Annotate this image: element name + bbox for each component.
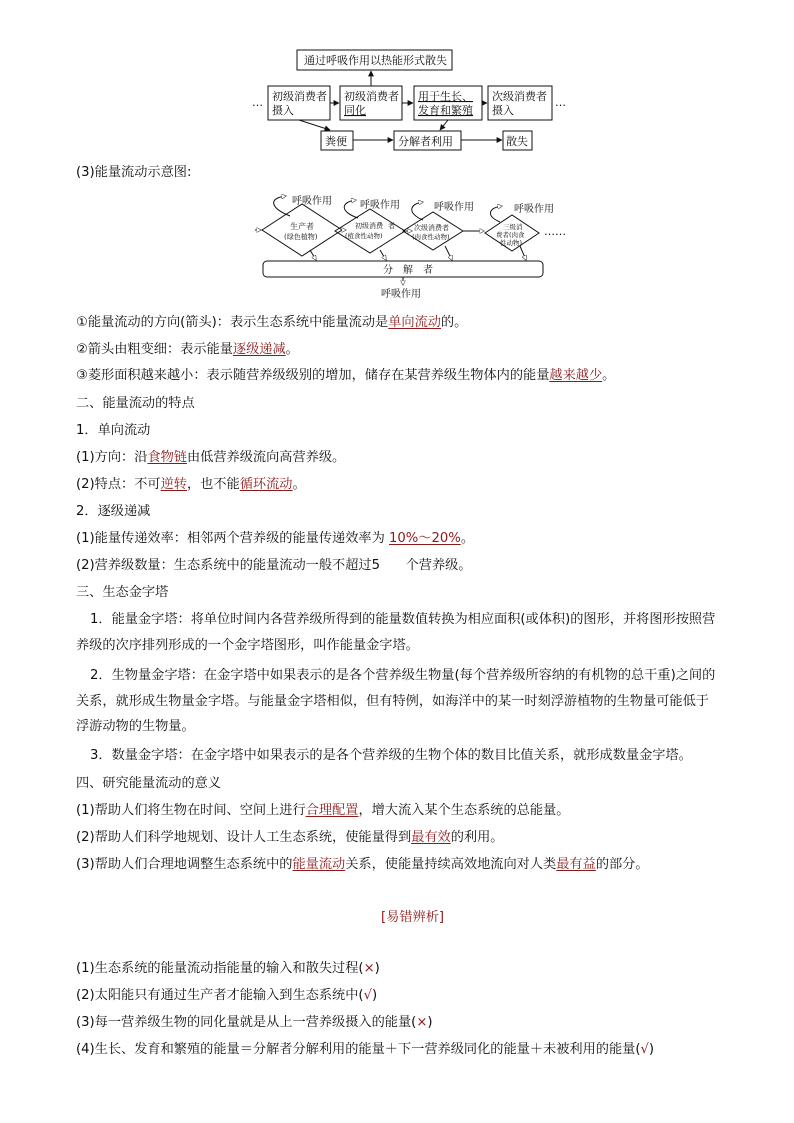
primary-label-1: 初级消费 — [355, 222, 383, 230]
para-number-pyramid: 3．数量金字塔：在金字塔中如果表示的是各个营养级的生物个体的数目比值关系，就形成数量金字塔。 — [90, 748, 692, 763]
section-3-title: (3)能量流动示意图: — [76, 165, 192, 180]
point-6: (1)能量传递效率：相邻两个营养级的能量传递效率为 10%～20%。 — [76, 531, 474, 546]
next-label-1: 次级消费者 — [492, 90, 547, 103]
point-13: (3)帮助人们合理地调整生态系统中的能量流动关系，使能量持续高效地流向对人类最有益的部分。 — [76, 857, 649, 872]
energy-flow-diagram — [0, 188, 794, 328]
resp-4: 呼吸作用 — [514, 204, 554, 215]
heading-2: 二、能量流动的特点 — [76, 396, 195, 411]
heading-3: 三、生态金字塔 — [76, 585, 169, 600]
point-11: (1)帮助人们将生物在时间、空间上进行合理配置，增大流入某个生态系统的总能量。 — [76, 803, 570, 818]
point-3: ③菱形面积越来越小：表示随营养级级别的增加，储存在某营养级生物体内的能量越来越少。 — [76, 368, 616, 383]
para-energy-pyramid: 1．能量金字塔：将单位时间内各营养级所得到的能量数值转换为相应面积(或体积)的图形，并将图形按照营养级的次序排列形成的一个金字塔图形，叫作能量金字塔。 — [76, 612, 716, 653]
resp-2: 呼吸作用 — [360, 200, 400, 211]
point-2: ②箭头由粗变细：表示能量逐级递减。 — [76, 342, 299, 357]
producer-label-2: (绿色植物) — [284, 233, 318, 241]
bottom-resp: 呼吸作用 — [381, 289, 421, 300]
growth-label-2: 发育和繁殖 — [418, 104, 473, 117]
producer-label-1: 生产者 — [290, 222, 314, 231]
dots-right: … — [555, 96, 566, 109]
primary-label-2: 者 — [388, 222, 395, 230]
primary-label-3: (植食性动物) — [345, 232, 383, 240]
intake-label-2: 摄入 — [272, 104, 294, 117]
question-4: (4)生长、发育和繁殖的能量＝分解者分解利用的能量＋下一营养级同化的能量＋未被利用的能量(√) — [76, 1042, 655, 1057]
heading-4: 四、研究能量流动的意义 — [76, 776, 222, 791]
loss-label: 散失 — [506, 135, 528, 148]
tertiary-label-1: 三级消 — [503, 223, 523, 231]
assim-label-2: 同化 — [344, 104, 366, 117]
decomposer-label: 分解者利用 — [398, 135, 453, 148]
heading-2-2: 2．逐级递减 — [76, 504, 151, 519]
para-biomass-pyramid: 2．生物量金字塔：在金字塔中如果表示的是各个营养级生物量(每个营养级所容纳的有机物的总干重)之间的关系，就形成生物量金字塔。与能量金字塔相似，但有特例，如海洋中的某一时刻浮游植物的生物量可能低于浮游动物的生物量。 — [76, 668, 716, 734]
top-box-label: 通过呼吸作用以热能形式散失 — [304, 54, 447, 67]
point-12: (2)帮助人们科学地规划、设计人工生态系统，使能量得到最有效的利用。 — [76, 830, 504, 845]
point-7: (2)营养级数量：生态系统中的能量流动一般不超过5 个营养级。 — [76, 558, 472, 573]
decomposer-bar-label: 分 解 者 — [383, 265, 433, 276]
point-4: (1)方向：沿食物链由低营养级流向高营养级。 — [76, 450, 346, 465]
tertiary-label-3: 性动物) — [500, 239, 523, 247]
next-label-2: 摄入 — [492, 104, 514, 117]
growth-label-1: 用于生长、 — [418, 90, 473, 103]
heading-2-1: 1．单向流动 — [76, 423, 151, 438]
question-1: (1)生态系统的能量流动指能量的输入和散失过程(×) — [76, 961, 380, 976]
energy-flow-chart — [0, 0, 794, 160]
point-1: ①能量流动的方向(箭头)：表示生态系统中能量流动是单向流动的。 — [76, 315, 468, 330]
tertiary-label-2: 费者(肉食 — [496, 231, 525, 239]
question-2: (2)太阳能只有通过生产者才能输入到生态系统中(√) — [76, 988, 378, 1003]
point-5: (2)特点：不可逆转，也不能循环流动。 — [76, 477, 306, 492]
feces-label: 粪便 — [325, 135, 347, 148]
secondary-label-1: 次级消费者 — [414, 224, 449, 232]
question-3: (3)每一营养级生物的同化量就是从上一营养级摄入的能量(×) — [76, 1015, 433, 1030]
dots: …… — [544, 225, 566, 238]
primary-diamond — [335, 209, 405, 253]
secondary-label-2: (肉食性动物) — [412, 233, 450, 241]
assim-label-1: 初级消费者 — [344, 90, 399, 103]
dots-left: … — [252, 96, 263, 109]
resp-3: 呼吸作用 — [434, 202, 474, 213]
intake-label-1: 初级消费者 — [272, 90, 327, 103]
section-title: [易错辨析] — [381, 910, 445, 925]
resp-1: 呼吸作用 — [292, 196, 332, 207]
